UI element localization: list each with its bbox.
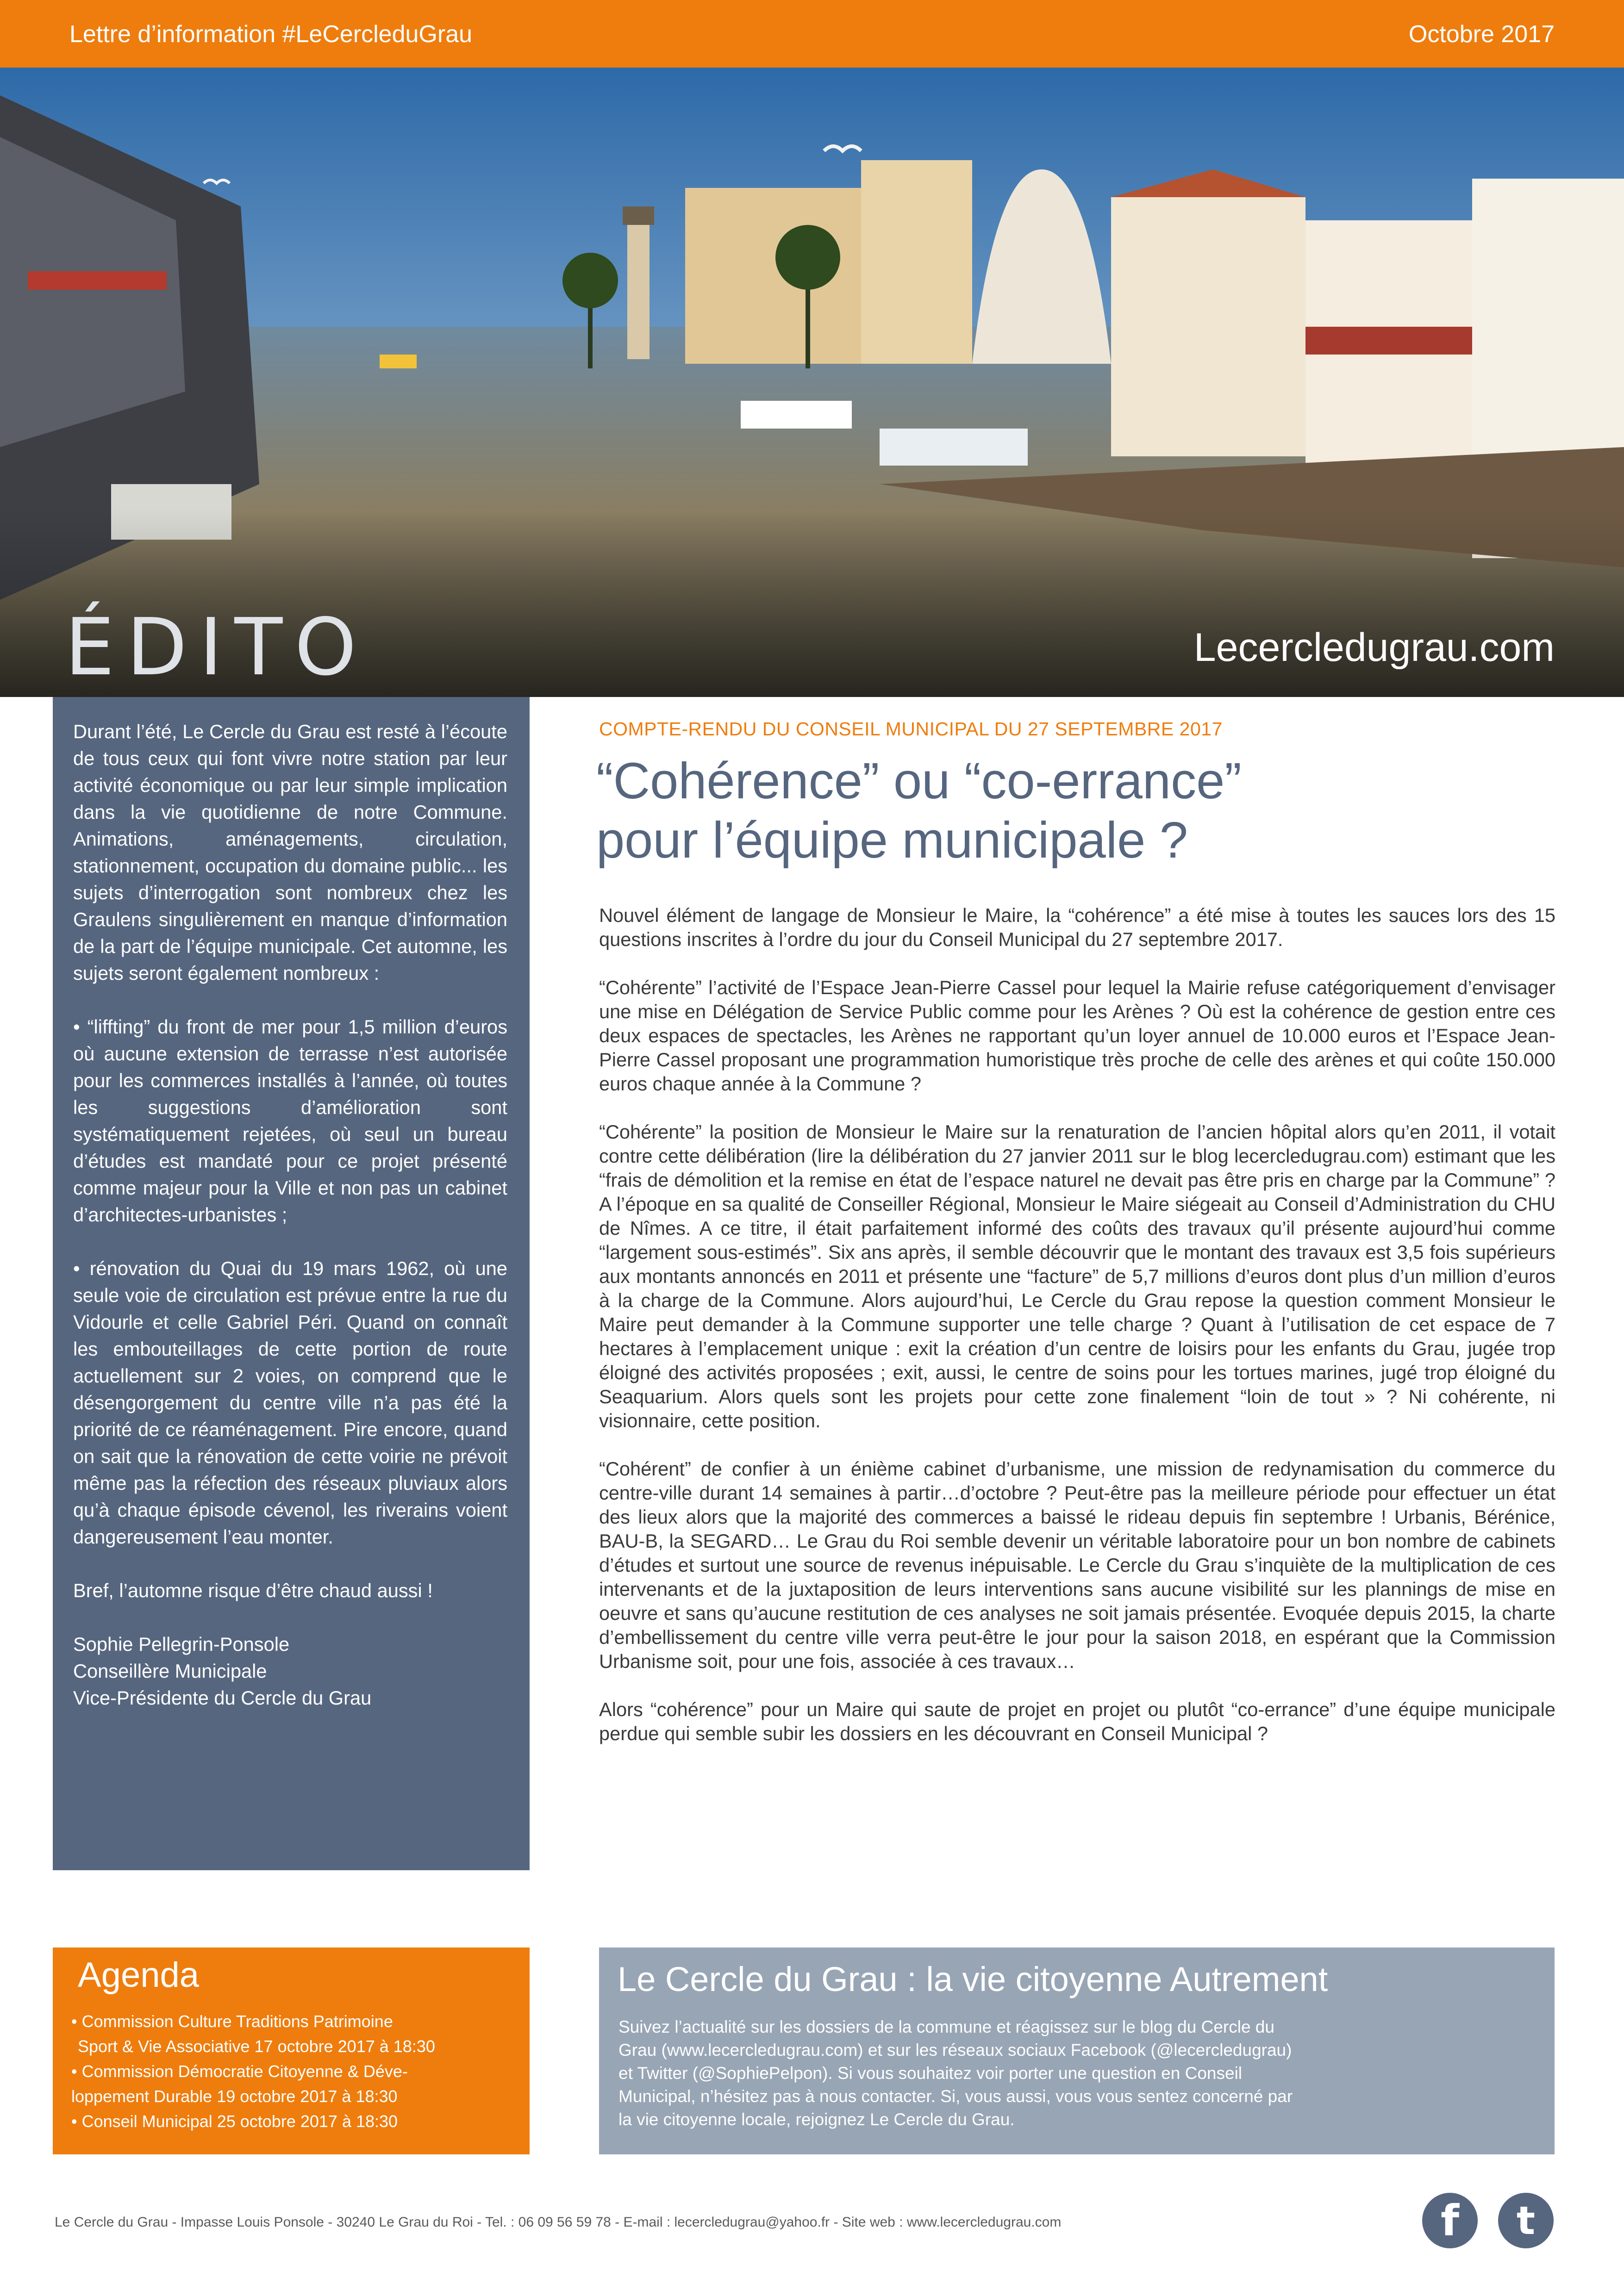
facebook-icon[interactable]: f <box>1422 2193 1478 2248</box>
agenda-box <box>53 1948 530 2154</box>
cercle-line: la vie citoyenne locale, rejoignez Le Cercle du Grau. <box>618 2110 1015 2129</box>
agenda-title: Agenda <box>78 1955 200 1995</box>
article-paragraph: “Cohérent” de confier à un énième cabinet d’urbanisme, une mission de redynamisation du commerce du centre-ville durant 14 semaines à partir…d’octobre ? Peut-être pas la meilleure période pour effectuer un état des lieux alors que la majorité des commerces a baissé le rideau depuis fin septembre ! Urbanis, Bérénice, BAU-B, la SEGARD… Le Grau du Roi semble devenir un véritable laboratoire pour un bon nombre de cabinets d’études et surtout une source de revenus inépuisable. Le Cercle du Grau s’inquiète de la multiplication de ces intervenants et de la juxtaposition de leurs interventions sans aucune visibilité sur les plannings de mise en oeuvre et sans qu’aucune restitution de ces analyses ne soit jamais présentée. Evoquée depuis 2015, la charte d’embellissement du centre ville verra peut-être le jour pour la saison 2018, en espérant que la Commission Urbanisme soit, pour une fois, associée à ces travaux… <box>599 1458 1555 1672</box>
edito-title: ÉDITO <box>65 602 369 693</box>
newsletter-label: Lettre d’information #LeCercleduGrau <box>69 21 473 48</box>
cercle-box <box>599 1948 1555 2154</box>
article-paragraph: Alors “cohérence” pour un Maire qui saute de projet en projet ou plutôt “co-errance” d’une équipe municipale perdue qui semble subir les dossiers en les découvrant en Conseil Municipal ? <box>599 1699 1555 1744</box>
site-name: Lecercledugrau.com <box>1193 625 1555 670</box>
cercle-line: Grau (www.lecercledugrau.com) et sur les réseaux sociaux Facebook (@lecercledugrau) <box>618 2041 1292 2060</box>
footer-contact: Le Cercle du Grau - Impasse Louis Ponsole - 30240 Le Grau du Roi - Tel. : 06 09 56 59 78 - E-mail : lecercledugrau@yahoo.fr - Site web : www.lecercledugrau.com <box>55 2215 1062 2230</box>
signature-role: Conseillère Municipale <box>73 1660 267 1682</box>
article-paragraph: Nouvel élément de langage de Monsieur le Maire, la “cohérence” a été mise à toutes les sauces lors des 15 questions inscrites à l’ordre du jour du Conseil Municipal du 27 septembre 2017. <box>599 904 1555 950</box>
headline-line: pour l’équipe municipale ? <box>596 812 1188 869</box>
edito-paragraph: Bref, l’automne risque d’être chaud aussi ! <box>73 1580 433 1601</box>
top-bar <box>0 0 1624 68</box>
agenda-item: loppement Durable 19 octobre 2017 à 18:30 <box>71 2087 398 2106</box>
agenda-item: Sport & Vie Associative 17 octobre 2017 à 18:30 <box>78 2037 435 2056</box>
headline-line: “Cohérence” ou “co-errance” <box>596 753 1242 809</box>
cercle-line: Municipal, n’hésitez pas à nous contacter. Si, vous aussi, vous vous sentez concerné par <box>618 2087 1293 2106</box>
article-paragraph: “Cohérente” l’activité de l’Espace Jean-Pierre Cassel pour lequel la Mairie refuse catégoriquement d’envisager une mise en Délégation de Service Public comme pour les Arènes ? Où est la cohérence de gestion entre ces deux espaces de spectacles, les Arènes ne rapportant qu’un loyer annuel de 10.000 euros et l’Espace Jean-Pierre Cassel proposant une programmation humoristique très proche de celle des arènes et qui coûte 150.000 euros chaque année à la Commune ? <box>599 977 1555 1095</box>
signature-name: Sophie Pellegrin-Ponsole <box>73 1633 290 1655</box>
cercle-title: Le Cercle du Grau : la vie citoyenne Autrement <box>618 1960 1328 1998</box>
agenda-list <box>71 2009 511 2134</box>
issue-date: Octobre 2017 <box>1408 21 1555 48</box>
agenda-item: • Commission Culture Traditions Patrimoine <box>71 2012 393 2031</box>
cercle-line: et Twitter (@SophiePelpon). Si vous souhaitez voir porter une question en Conseil <box>618 2064 1243 2083</box>
agenda-item: • Commission Démocratie Citoyenne & Déve- <box>71 2062 408 2081</box>
edito-paragraph: • rénovation du Quai du 19 mars 1962, où une seule voie de circulation est prévue entre la rue du Vidourle et celle Gabriel Péri. Quand on connaît les embouteillages de cette portion de route actuellement sur 2 voies, on comprend que le désengorgement du centre ville n’a pas été la priorité de ce réaménagement. Pire encore, quand on sait que la rénovation de cette voirie ne prévoit même pas la réfection des réseaux pluviaux alors qu’à chaque épisode cévenol, les riverains voient dangereusement l’eau monter. <box>73 1257 507 1548</box>
article-body <box>599 903 1555 1770</box>
edito-paragraph: • “liffting” du front de mer pour 1,5 million d’euros où aucune extension de terrasse n’est autorisée pour les commerces installés à l’année, où toutes les suggestions d’amélioration sont systématiquement rejetées, où seul un bureau d’études est mandaté pour ce projet présenté comme majeur pour la Ville et non pas un cabinet d’architectes-urbanistes ; <box>73 1016 507 1226</box>
agenda-item: • Conseil Municipal 25 octobre 2017 à 18:30 <box>71 2112 398 2131</box>
signature-role: Vice-Présidente du Cercle du Grau <box>73 1687 372 1709</box>
edito-box <box>53 697 530 1870</box>
twitter-icon[interactable]: t <box>1498 2193 1554 2248</box>
article-kicker: COMPTE-RENDU DU CONSEIL MUNICIPAL DU 27 SEPTEMBRE 2017 <box>599 718 1223 740</box>
article-headline <box>596 752 1568 870</box>
article-paragraph: “Cohérente” la position de Monsieur le Maire sur la renaturation de l’ancien hôpital alors qu’en 2011, il votait contre cette délibération (lire la délibération du 27 janvier 2011 sur le blog lecercledugrau.com) estimant que les “frais de démolition et la remise en état de l’espace naturel ne devait pas être pris en charge par la Commune” ? A l’époque en sa qualité de Conseiller Régional, Monsieur le Maire siégeait au Conseil d’Administration du CHU de Nîmes. A ce titre, il était parfaitement informé des coûts des travaux qu’il présente aujourd’hui comme “largement sous-estimés”. Six ans après, il semble découvrir que le montant des travaux est 3,5 fois supérieurs aux montants annoncés en 2011 et présente une “facture” de 5,7 millions d’euros dont plus d’un million d’euros à la charge de la Commune. Alors aujourd’hui, Le Cercle du Grau repose la question comment Monsieur le Maire peut demander à la Commune supporter une telle charge ? Quant à l’utilisation de cet espace de 7 hectares à l’emplacement unique : exit la création d’un centre de loisirs pour les enfants du Grau, jugée trop éloigné des activités proposées ; exit, aussi, le centre de soins pour les tortues marines, jugé trop éloigné du Seaquarium. Alors quels sont les projets pour cette zone finalement “loin de tout » ? Ni cohérente, ni visionnaire, cette position. <box>599 1121 1555 1431</box>
cercle-line: Suivez l’actualité sur les dossiers de la commune et réagissez sur le blog du Cercle du <box>618 2017 1274 2036</box>
edito-paragraph: Durant l’été, Le Cercle du Grau est resté à l’écoute de tous ceux qui font vivre notre station par leur activité économique ou par leur simple implication dans la vie quotidienne de notre Commune. Animations, aménagements, circulation, stationnement, occupation du domaine public... les sujets d’interrogation sont nombreux chez les Graulens singulièrement en manque d’information de la part de l’équipe municipale. Cet automne, les sujets seront également nombreux : <box>73 721 507 984</box>
